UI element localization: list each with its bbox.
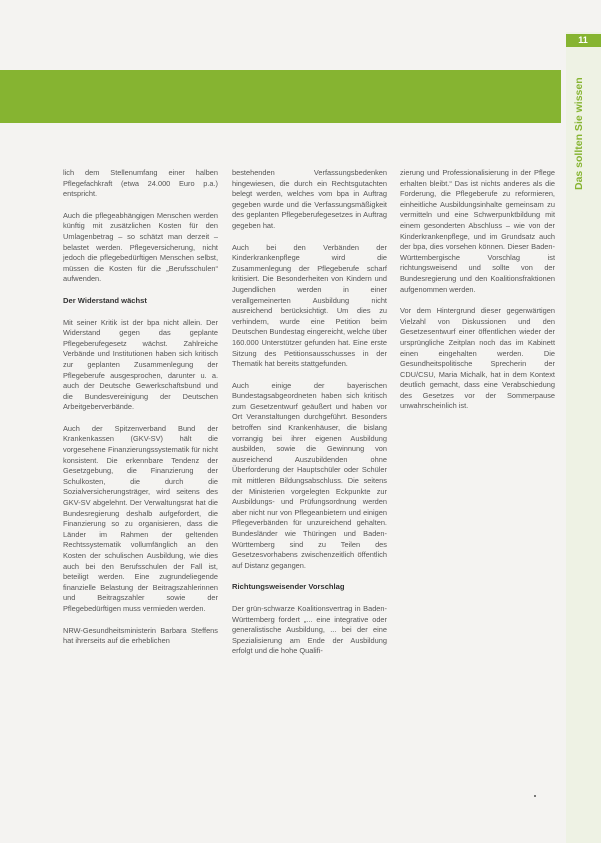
paragraph: Auch der Spitzenverband Bund der Krankenkassen (GKV-SV) hält die vorgesehene Finanzierungssystematik für nicht konsistent. Die erkennbare Tendenz der Gesetzgebung, die Finanzierung der Schulkosten, die durch die Sozialversicherungsträger, wird seitens des GKV-SV abgelehnt. Der Verwaltungsrat hat die Bundesregierung deshalb aufgefordert, die Finanzierung so zu organisieren, dass die Länder im Rahmen der geltenden Rechtssystematik vollumfänglich an den Kosten der schulischen Ausbildung, wie dies auch bei den Berufsschulen der Fall ist, beteiligt werden. Eine zugrundeliegende finanzielle Belastung der Beitragszahlerinnen und Beitragszahler sowie der Pflegebedürftigen muss vermieden werden.: [63, 423, 218, 613]
paragraph: NRW-Gesundheitsministerin Barbara Steffens hat ihrerseits auf die erheblichen: [63, 625, 218, 646]
subheading: Der Widerstand wächst: [63, 295, 147, 305]
paragraph: Der grün-schwarze Koalitionsvertrag in Baden-Württemberg fordert „... eine integrative oder generalistische Ausbildung, ... bei der eine Spezialisierung am Ende der Ausbildung erfolgt und die hohe Qualifi-: [232, 603, 387, 656]
paragraph: bestehenden Verfassungsbedenken hingewiesen, die durch ein Rechtsgutachten belegt werden, welches vom bpa in Auftrag gegeben wurde und die Verfassungsmäßigkeit des geplanten Pflegeberufegesetzes in Auftrag gegeben hat.: [232, 168, 387, 230]
print-mark: [534, 795, 536, 797]
subheading: Richtungsweisender Vorschlag: [232, 582, 345, 592]
section-title-vertical: Das sollten Sie wissen: [573, 77, 585, 190]
paragraph: Auch die pflegeabhängigen Menschen werden künftig mit zusätzlichen Kosten für den Umlagenbetrag – so schätzt man derzeit – belastet werden. Pflegeversicherung, nicht jedoch die pflegebedürftigen Menschen selbst, müssen die Kosten für die „Berufsschulen“ aufwenden.: [63, 210, 218, 284]
text-column-1: [63, 168, 218, 658]
page-number: 11: [578, 35, 588, 45]
paragraph: Auch bei den Verbänden der Kinderkrankenpflege wird die Zusammenlegung der Pflegeberufe scharf kritisiert. Die Besonderheiten von Kindern und Jugendlichen werden in einer verallgemeinerten Ausbildung nicht ausreichend berücksichtigt. Um dies zu verhindern, wurde eine Petition beim Deutschen Bundestag eingereicht, welche über 160.000 Unterstützer gefunden hat. Eine erste Sitzung des Petitionsausschusses in der Thematik hat bereits stattgefunden.: [232, 242, 387, 369]
text-column-2: [232, 168, 387, 668]
text-column-3: [400, 168, 555, 423]
header-color-band: [0, 70, 561, 123]
paragraph: zierung und Professionalisierung in der Pflege erhalten bleibt.“ Das ist nichts anderes als die Forderung, die Pflegeberufe zu reformieren, einheitliche Ausbildungsinhalte gemeinsam zu vermitteln und eine Schwerpunktbildung mit einem gesonderten Abschluss – wie von der Kinderkrankenpflege, und im Grundsatz auch der bpa, dies vorsehen können. Dieser Baden-Württembergische Vorschlag ist richtungsweisend und sollte von der Bundesregierung und den Koalitionsfraktionen aufgenommen werden.: [400, 168, 555, 294]
paragraph: Mit seiner Kritik ist der bpa nicht allein. Der Widerstand gegen das geplante Pflegeberufegesetz wächst. Zahlreiche Verbände und Institutionen haben sich kritisch zur geplanten Zusammenlegung der Pflegeberufe ausgesprochen, darunter u. a. auch der Deutsche Gewerkschaftsbund und die Bundesvereinigung der Deutschen Arbeitgeberverbände.: [63, 317, 218, 412]
paragraph: lich dem Stellenumfang einer halben Pflegefachkraft (etwa 24.000 Euro p.a.) entspricht.: [63, 168, 218, 199]
paragraph: Auch einige der bayerischen Bundestagsabgeordneten haben sich kritisch zum Gesetzentwurf geäußert und haben vor Ort Veranstaltungen durchgeführt. Besonders betroffen sind Krankenhäuser, die bislang vorrangig bei ihrer eigenen Ausbildung ausbilden, sowie die Gewinnung von ausreichend Auszubildenden ohne Überforderung der Hauptschüler oder Schüler mit mittleren Bildungsabschluss. Die seitens der Ministerien vorgelegten Eckpunkte zur Ausbildungs- und Prüfungsordnung werden aber nicht nur von Pflegeanbietern und einigen Pflegeverbänden für unzureichend gehalten. Bundesländer wie Thüringen und Baden-Württemberg sind zu Teilen des Gesetzesvorhabens zwischenzeitlich öffentlich auf Distanz gegangen.: [232, 380, 387, 570]
paragraph: Vor dem Hintergrund dieser gegenwärtigen Vielzahl von Diskussionen und den Gesetzesentwurf einer öffentlichen wieder der ursprüngliche Zeitplan noch das im Kabinett einen eingehalten werden. Die Gesundheitspolitische Sprecherin der CDU/CSU, Maria Michalk, hat in dem Kontext deutlich gemacht, dass eine Verabschiedung des Gesetzes vor der Sommerpause unwahrscheinlich ist.: [400, 306, 555, 411]
